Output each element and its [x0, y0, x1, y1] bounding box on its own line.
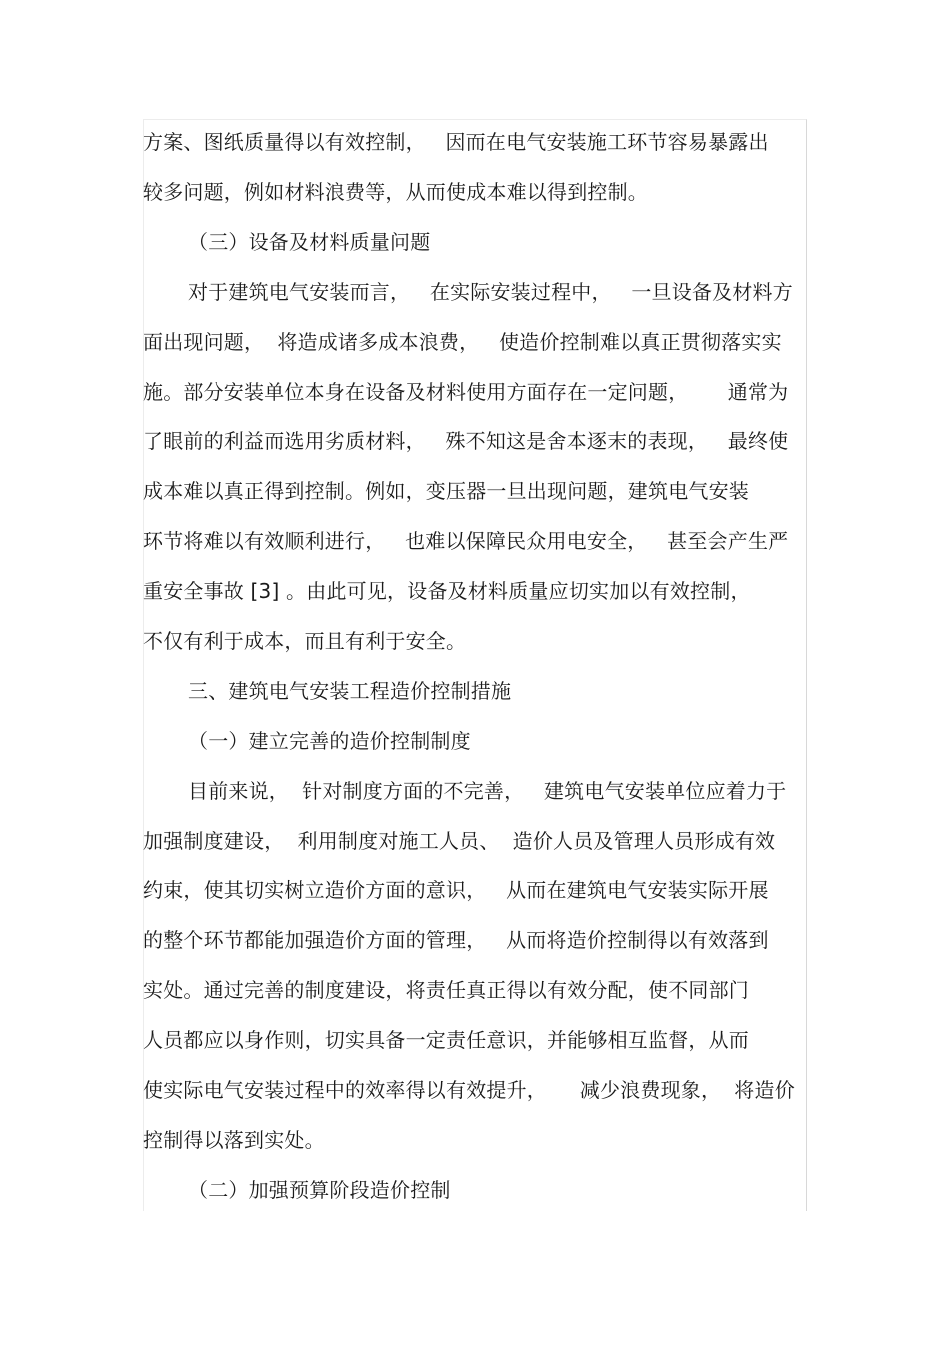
- body-text-line: 实处。通过完善的制度建设，将责任真正得以有效分配，使不同部门: [143, 978, 749, 1002]
- body-text-line: 使实际电气安装过程中的效率得以有效提升， 减少浪费现象， 将造价: [143, 1078, 795, 1102]
- body-text-line: 了眼前的利益而选用劣质材料， 殊不知这是舍本逐末的表现， 最终使: [143, 429, 789, 453]
- body-text-line: 施。部分安装单位本身在设备及材料使用方面存在一定问题， 通常为: [143, 380, 789, 404]
- body-text-line: 约束，使其切实树立造价方面的意识， 从而在建筑电气安装实际开展: [143, 878, 769, 902]
- body-text-line: 的整个环节都能加强造价方面的管理， 从而将造价控制得以有效落到: [143, 928, 769, 952]
- body-text-line: 对于建筑电气安装而言， 在实际安装过程中， 一旦设备及材料方: [188, 280, 793, 304]
- section-heading: 三、建筑电气安装工程造价控制措施: [188, 679, 512, 703]
- body-text-line: 成本难以真正得到控制。例如，变压器一旦出现问题，建筑电气安装: [143, 479, 749, 503]
- body-text-line: 人员都应以身作则，切实具备一定责任意识，并能够相互监督，从而: [143, 1028, 749, 1052]
- body-text-line: 不仅有利于成本，而且有利于安全。: [143, 629, 467, 653]
- body-text-line: 环节将难以有效顺利进行， 也难以保障民众用电安全， 甚至会产生严: [143, 529, 789, 553]
- body-text-line: 较多问题，例如材料浪费等，从而使成本难以得到控制。: [143, 180, 648, 204]
- body-text-line: 目前来说， 针对制度方面的不完善， 建筑电气安装单位应着力于: [188, 779, 787, 803]
- body-text-line: 控制得以落到实处。: [143, 1128, 325, 1152]
- section-subheading: （三）设备及材料质量问题: [188, 230, 431, 254]
- body-text-line: 加强制度建设， 利用制度对施工人员、 造价人员及管理人员形成有效: [143, 829, 776, 853]
- body-text-line: 面出现问题， 将造成诸多成本浪费， 使造价控制难以真正贯彻落实实: [143, 330, 782, 354]
- section-subheading: （二）加强预算阶段造价控制: [188, 1178, 451, 1202]
- body-text-line: 重安全事故 [3] 。由此可见，设备及材料质量应切实加以有效控制，: [143, 579, 751, 603]
- section-subheading: （一）建立完善的造价控制制度: [188, 729, 471, 753]
- body-text-line: 方案、图纸质量得以有效控制， 因而在电气安装施工环节容易暴露出: [143, 130, 769, 154]
